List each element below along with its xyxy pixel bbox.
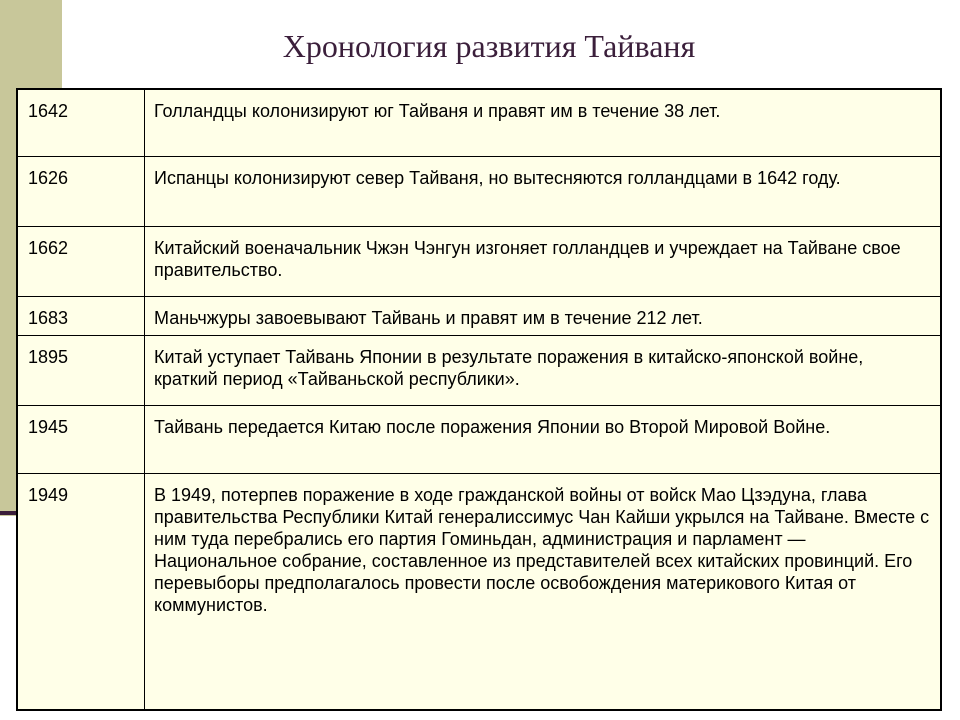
event-cell: Китайский военачальник Чжэн Чэнгун изгоняет голландцев и учреждает на Тайване свое правительство. xyxy=(145,226,942,296)
event-cell: Китай уступает Тайвань Японии в результате поражения в китайско-японской войне, краткий период «Тайваньской республики». xyxy=(145,335,942,405)
year-cell: 1945 xyxy=(17,405,145,473)
event-cell: Испанцы колонизируют север Тайваня, но вытесняются голландцами в 1642 году. xyxy=(145,156,942,226)
table-row xyxy=(17,405,941,473)
table-row xyxy=(17,473,941,710)
table-row xyxy=(17,226,941,296)
year-cell: 1949 xyxy=(17,473,145,710)
year-cell: 1642 xyxy=(17,89,145,156)
year-cell: 1626 xyxy=(17,156,145,226)
table-row xyxy=(17,156,941,226)
event-cell: Тайвань передается Китаю после поражения Японии во Второй Мировой Войне. xyxy=(145,405,942,473)
event-cell: Маньчжуры завоевывают Тайвань и правят им в течение 212 лет. xyxy=(145,296,942,335)
year-cell: 1683 xyxy=(17,296,145,335)
table-row xyxy=(17,296,941,335)
event-cell: Голландцы колонизируют юг Тайваня и правят им в течение 38 лет. xyxy=(145,89,942,156)
slide-title: Хронология развития Тайваня xyxy=(282,28,696,64)
event-cell: В 1949, потерпев поражение в ходе гражданской войны от войск Мао Цзэдуна, глава правительства Республики Китай генералиссимус Чан Кайши укрылся на Тайване. Вместе с ним туда перебрались его партия Гоминьдан, администрация и парламент — Национальное собрание, составленное из представителей всех китайских провинций. Его перевыборы предполагалось провести после освобождения материкового Китая от коммунистов. xyxy=(145,473,942,710)
year-cell: 1662 xyxy=(17,226,145,296)
table-row xyxy=(17,89,941,156)
table-row xyxy=(17,335,941,405)
timeline-table xyxy=(16,88,942,711)
year-cell: 1895 xyxy=(17,335,145,405)
